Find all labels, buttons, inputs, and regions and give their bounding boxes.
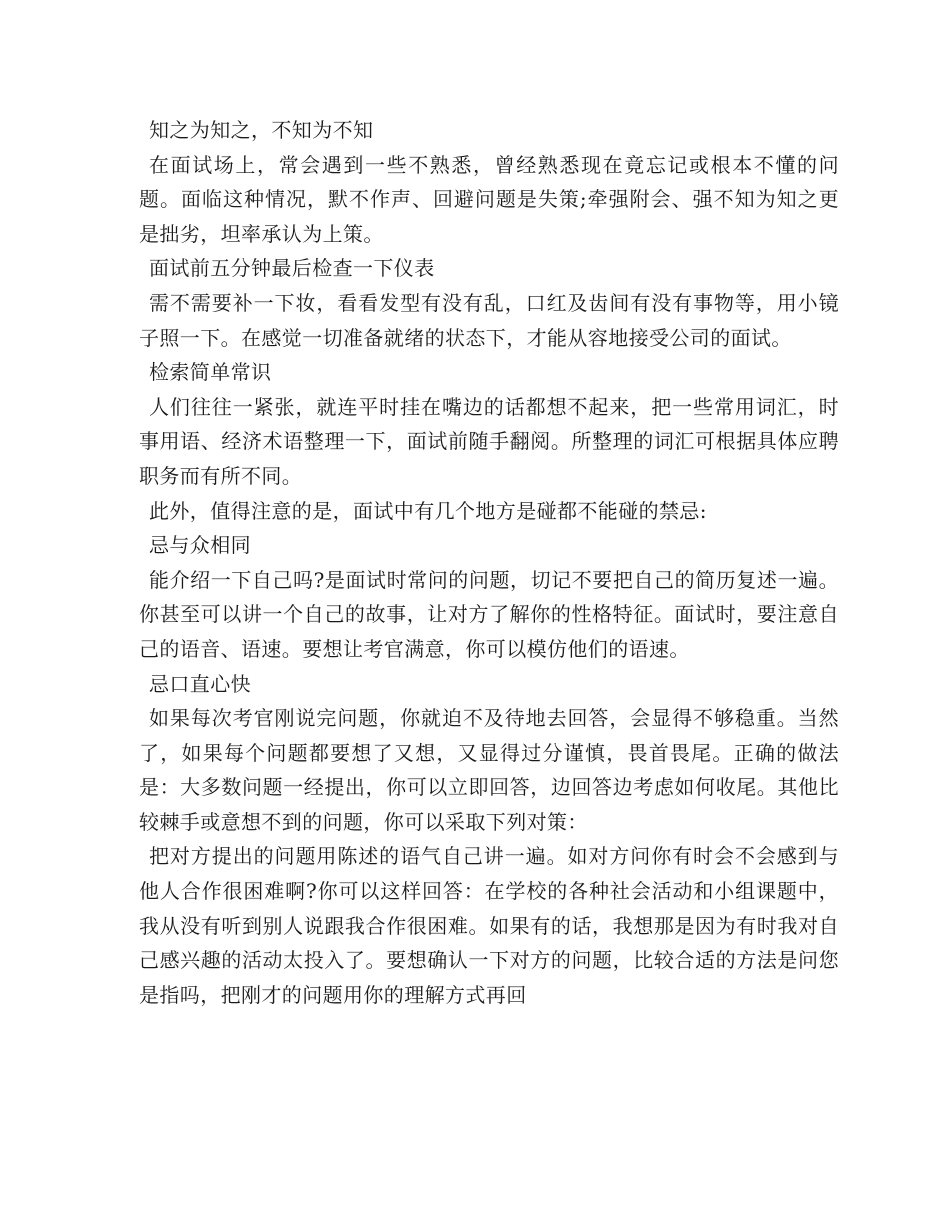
section-heading-appearance-check: 面试前五分钟最后检查一下仪表 xyxy=(149,256,435,281)
paragraph-unfamiliar-questions: 在面试场上，常会遇到一些不熟悉，曾经熟悉现在竟忘记或根本不懂的问题。面临这种情况，默不作声、回避问题是失策;牵强附会、强不知为知之更是拙劣，坦率承认为上策。 xyxy=(139,152,839,246)
paragraph-taboos-intro: 此外，值得注意的是，面试中有几个地方是碰都不能碰的禁忌: xyxy=(149,498,707,523)
section-heading-avoid-sameness: 忌与众相同 xyxy=(149,533,251,558)
document-body xyxy=(139,113,839,1012)
paragraph-restate-question: 把对方提出的问题用陈述的语气自己讲一遍。如对方问你有时会不会感到与他人合作很困难啊?你可以这样回答：在学校的各种社会活动和小组课题中，我从没有听到别人说跟我合作很困难。如果有的话，我想那是因为有时我对自己感兴趣的活动太投入了。要想确认一下对方的问题，比较合适的方法是问您是指吗，把刚才的问题用你的理解方式再回 xyxy=(139,844,839,1007)
paragraph-self-introduction: 能介绍一下自己吗?是面试时常问的问题，切记不要把自己的简历复述一遍。你甚至可以讲一个自己的故事，让对方了解你的性格特征。面试时，要注意自己的语音、语速。要想让考官满意，你可以模仿他们的语速。 xyxy=(139,567,839,661)
section-heading-common-knowledge: 检索简单常识 xyxy=(149,360,272,385)
section-heading-avoid-haste: 忌口直心快 xyxy=(149,671,251,696)
paragraph-common-knowledge: 人们往往一紧张，就连平时挂在嘴边的话都想不起来，把一些常用词汇，时事用语、经济术语整理一下，面试前随手翻阅。所整理的词汇可根据具体应聘职务而有所不同。 xyxy=(139,394,839,488)
section-heading-know: 知之为知之，不知为不知 xyxy=(149,118,374,142)
paragraph-appearance-check: 需不需要补一下妆，看看发型有没有乱，口红及齿间有没有事物等，用小镜子照一下。在感觉一切准备就绪的状态下，才能从容地接受公司的面试。 xyxy=(139,290,839,350)
paragraph-answer-timing: 如果每次考官刚说完问题，你就迫不及待地去回答，会显得不够稳重。当然了，如果每个问题都要想了又想，又显得过分谨慎，畏首畏尾。正确的做法是：大多数问题一经提出，你可以立即回答，边回答边考虑如何收尾。其他比较棘手或意想不到的问题，你可以采取下列对策： xyxy=(139,706,839,834)
